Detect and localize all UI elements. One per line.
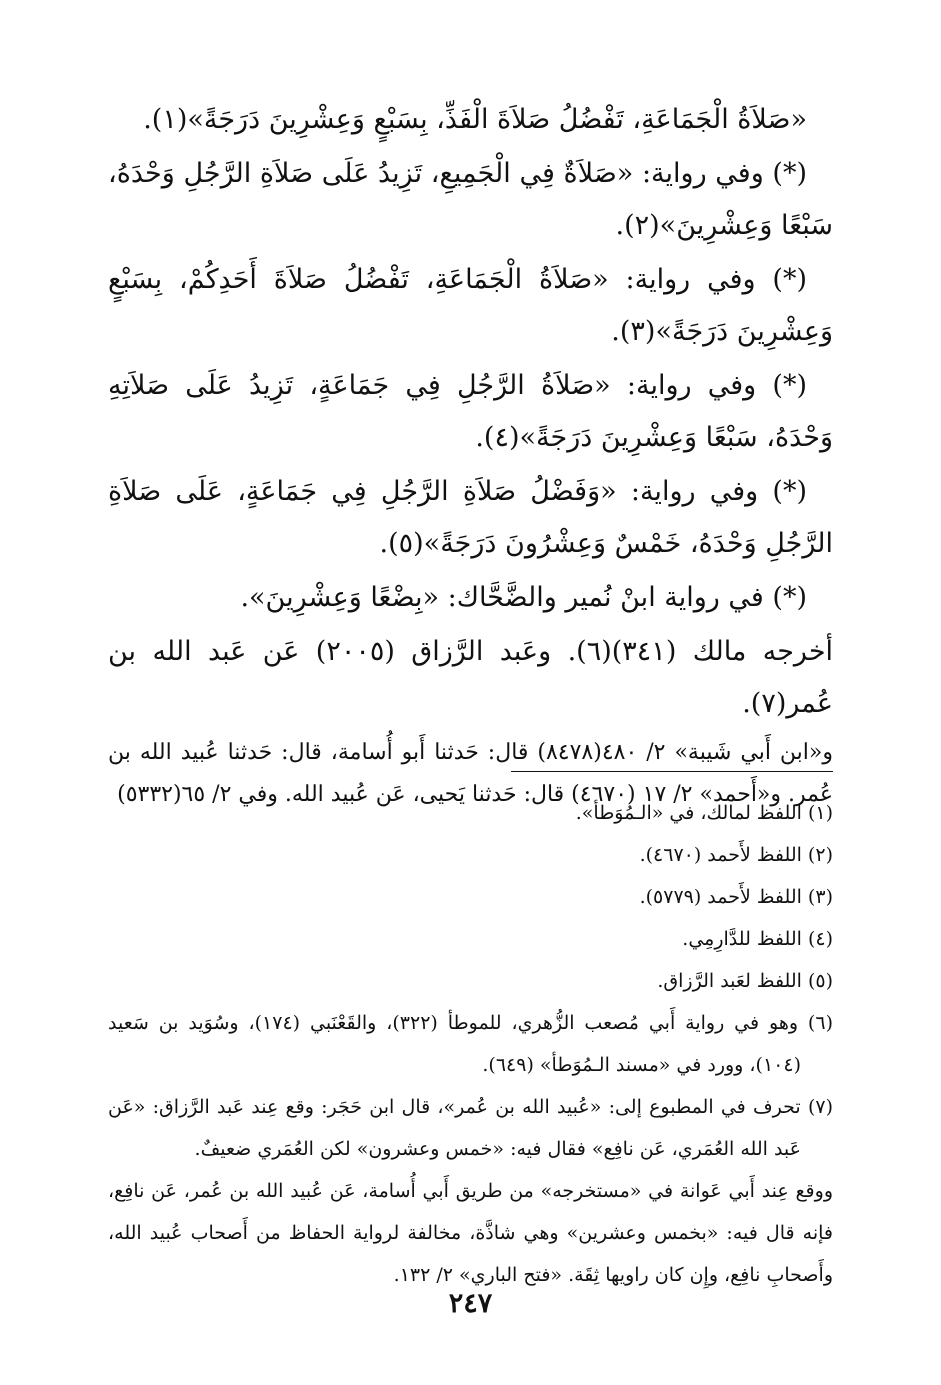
narration-variant-5: (*) في رواية ابنْ نُمير والضَّحَّاك: «بِضْعًا وَعِشْرِينَ». <box>240 582 807 613</box>
narration-variant-1: (*) وفي رواية: «صَلاَةٌ فِي الْجَمِيعِ، تَزِيدُ عَلَى صَلاَةِ الرَّجُلِ وَحْدَهُ، سَبْعًا وَعِشْرِينَ»(٢). <box>108 158 833 241</box>
footnote-6: (٦) وهو في رواية أَبي مُصعب الزُّهري، للموطأ (٣٢٢)، والقَعْنَبي (١٧٤)، وسُوَيد بن سَعيد (١٠٤)، وورد في «مسند الـمُوَطأ» (٦٤٩). <box>108 1012 833 1076</box>
narration-variant-3: (*) وفي رواية: «صَلاَةُ الرَّجُلِ فِي جَمَاعَةٍ، تَزِيدُ عَلَى صَلاَتِهِ وَحْدَهُ، سَبْعًا وَعِشْرِينَ دَرَجَةً»(٤). <box>108 370 833 453</box>
hadith-text-1: «صَلاَةُ الْجَمَاعَةِ، تَفْضُلُ صَلاَةَ الْفَذِّ، بِسَبْعٍ وَعِشْرِينَ دَرَجَةً»(١). <box>143 104 807 135</box>
narration-variant-4: (*) وفي رواية: «وَفَضْلُ صَلاَةِ الرَّجُلِ فِي جَمَاعَةٍ، عَلَى صَلاَةِ الرَّجُلِ وَحْدَهُ، خَمْسٌ وَعِشْرُونَ دَرَجَةً»(٥). <box>108 476 833 559</box>
footnote-separator <box>511 771 833 772</box>
takhrij-paragraph: و«ابن أَبي شَيبة» ٢/ ٤٨٠(٨٤٧٨) قال: حَدثنا أَبو أُسامة، قال: حَدثنا عُبيد الله بن عُمر. و«أَحمد» ٢/ ١٧ (٤٦٧٠) قال: حَدثنا يَحيى، عَن عُبيد الله. وفي ٢/ ٦٥(٥٣٣٢) <box>108 740 833 807</box>
footnote-3: (٣) اللفظ لأَحمد (٥٧٧٩). <box>639 886 833 908</box>
footnote-7: (٧) تحرف في المطبوع إلى: «عُبيد الله بن عُمر»، قال ابن حَجَر: وقع عِند عَبد الرَّزاق: «عَن عَبد الله العُمَري، عَن نافِع» فقال فيه: «خمس وعشرون» لكن العُمَري ضعيفٌ. <box>108 1096 833 1160</box>
main-text <box>108 94 833 816</box>
footnote-1: (١) اللفظ لمالك، في «الـمُوَطأ». <box>575 802 833 824</box>
footnote-4: (٤) اللفظ للدَّارِمِي. <box>682 928 833 950</box>
footnote-7-continued: ووقع عِند أَبي عَوانة في «مستخرجه» من طريق أَبي أُسامة، عَن عُبيد الله بن عُمر، عَن نافِع، فإنه قال فيه: «بخمس وعشرين» وهي شاذَّة، مخالفة لرواية الحفاظ من أَصحاب عُبيد الله، وأَصحابِ نافِع، وإِن كان راويها ثِقَة. «فتح الباري» ٢/ ١٣٢. <box>108 1180 833 1286</box>
footnotes <box>108 792 833 1296</box>
footnote-5: (٥) اللفظ لعَبد الرَّزاق. <box>657 970 833 992</box>
narration-variant-2: (*) وفي رواية: «صَلاَةُ الْجَمَاعَةِ، تَفْضُلُ صَلاَةَ أَحَدِكُمْ، بِسَبْعٍ وَعِشْرِينَ دَرَجَةً»(٣). <box>108 264 833 347</box>
footnote-2: (٢) اللفظ لأَحمد (٤٦٧٠). <box>639 844 833 866</box>
takhrij-line: أخرجه مالك (٣٤١)(٦). وعَبد الرَّزاق (٢٠٠٥) عَن عَبد الله بن عُمر(٧). <box>108 636 834 719</box>
page-number: ٢٤٧ <box>448 1288 493 1319</box>
